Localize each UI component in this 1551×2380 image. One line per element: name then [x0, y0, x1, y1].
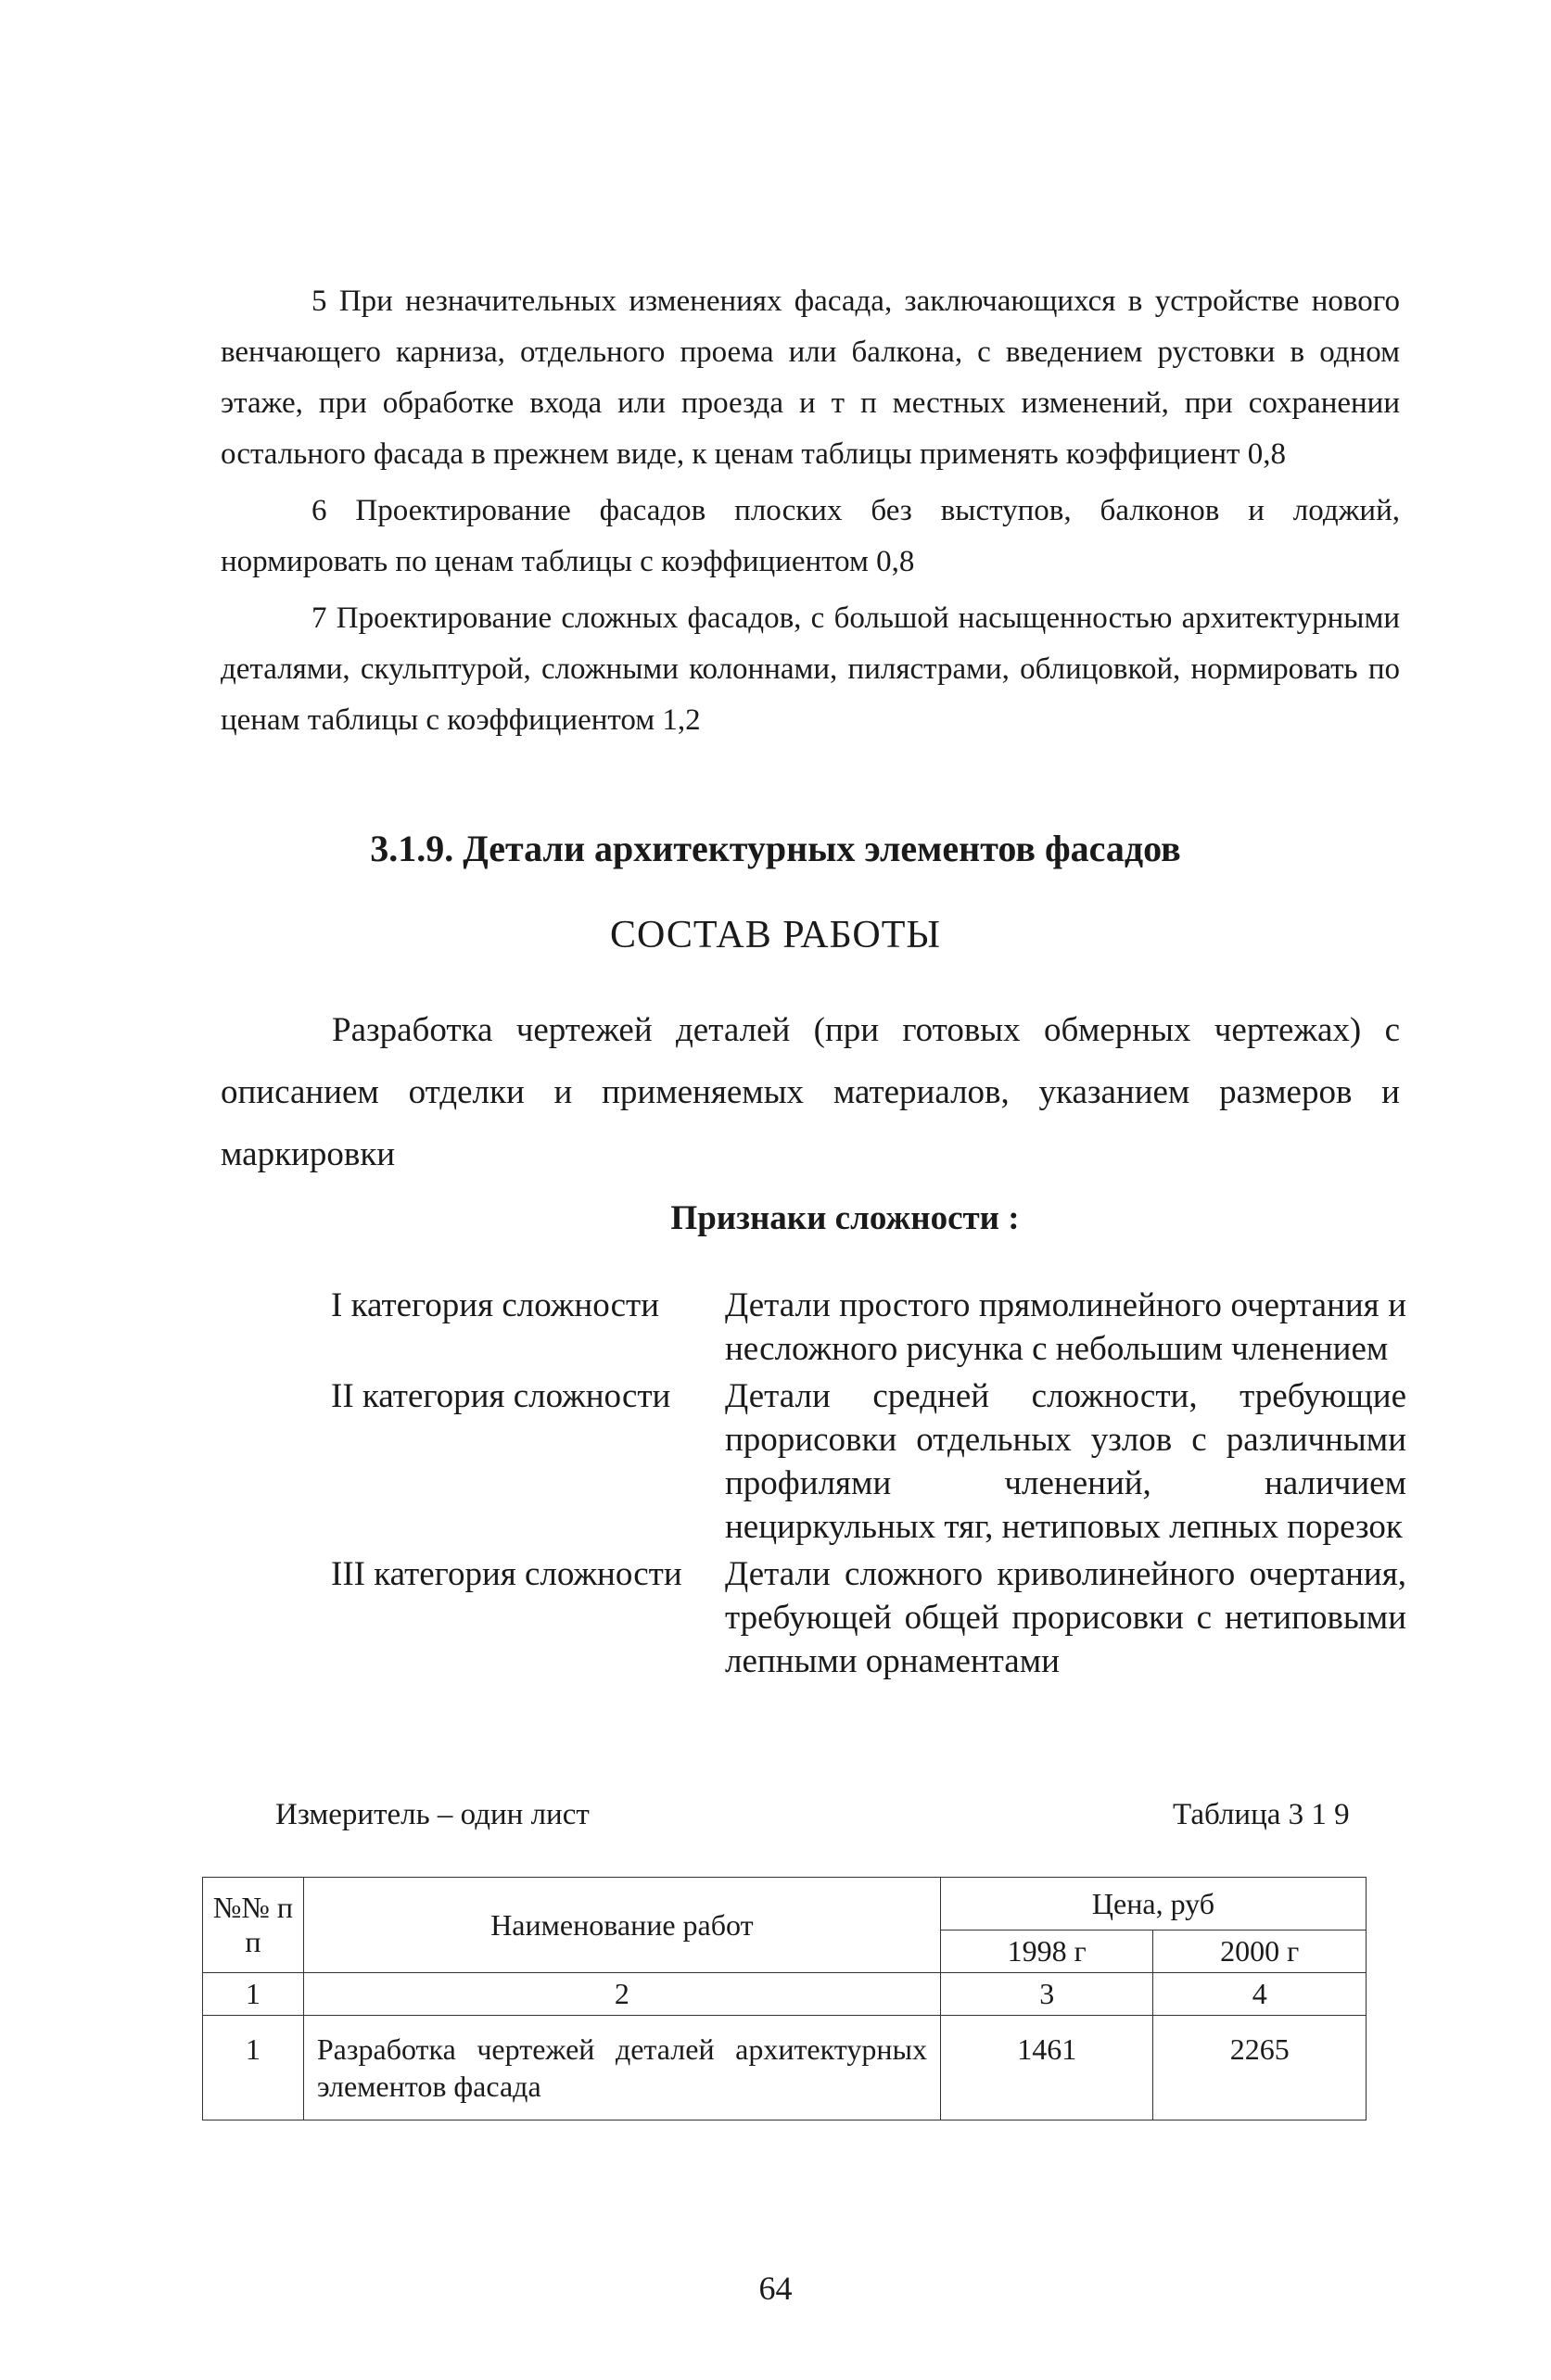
row-name: Разработка чертежей деталей архитектурных элементов фасада	[303, 2016, 940, 2120]
header-year-2000: 2000 г	[1153, 1931, 1367, 1973]
category-description: Детали средней сложности, требующие прорисовки отдельных узлов с различными профилями членений, наличием нециркульных тяг, нетиповых лепных порезок	[725, 1377, 1406, 1546]
note-6: 6 Проектирование фасадов плоских без выступов, балконов и лоджий, нормировать по ценам таблицы с коэффициентом 0,8	[221, 494, 1400, 578]
colnum-3: 3	[940, 1973, 1153, 2016]
colnum-1: 1	[203, 1973, 304, 2016]
section-title: 3.1.9. Детали архитектурных элементов фасадов	[370, 828, 1181, 869]
category-label: I категория сложности	[331, 1286, 660, 1324]
row-num: 1	[203, 2016, 304, 2120]
category-row	[331, 1552, 1406, 1683]
table-label: Таблица 3 1 9	[1173, 1798, 1350, 1831]
price-table	[202, 1877, 1367, 2120]
complexity-categories	[331, 1284, 1406, 1687]
category-label: II категория сложности	[331, 1377, 671, 1415]
category-row	[331, 1284, 1406, 1371]
row-price-2000: 2265	[1153, 2016, 1367, 2120]
colnum-2: 2	[303, 1973, 940, 2016]
criteria-title: Признаки сложности :	[670, 1199, 1020, 1237]
composition-title: СОСТАВ РАБОТЫ	[609, 914, 942, 956]
header-year-1998: 1998 г	[940, 1931, 1153, 1973]
category-label: III категория сложности	[331, 1555, 682, 1593]
note-7: 7 Проектирование сложных фасадов, с большой насыщенностью архитектурными деталями, скульптурой, сложными колоннами, пилястрами, облицовкой, нормировать по ценам таблицы с коэффициентом 1,2	[221, 601, 1400, 737]
work-description: Разработка чертежей деталей (при готовых обмерных чертежах) с описанием отделки и применяемых материалов, указанием размеров и маркировки	[221, 1011, 1400, 1173]
notes-block	[221, 276, 1400, 752]
row-price-1998: 1461	[940, 2016, 1153, 2120]
note-5: 5 При незначительных изменениях фасада, заключающихся в устройстве нового венчающего карниза, отдельного проема или балкона, с введением рустовки в одном этаже, при обработке входа или проезда и т п местных изменений, при сохранении остального фасада в прежнем виде, к ценам таблицы применять коэффициент 0,8	[221, 285, 1400, 471]
colnum-4: 4	[1153, 1973, 1367, 2016]
table-header-row	[203, 1878, 1367, 1931]
category-description: Детали простого прямолинейного очертания и несложного рисунка с небольшим членением	[725, 1286, 1406, 1368]
table-row	[203, 2016, 1367, 2120]
category-description: Детали сложного криволинейного очертания, требующей общей прорисовки с нетиповыми лепными орнаментами	[725, 1555, 1406, 1680]
category-row	[331, 1374, 1406, 1549]
column-numbers-row	[203, 1973, 1367, 2016]
page-number: 64	[758, 2270, 793, 2307]
header-name: Наименование работ	[303, 1878, 940, 1973]
header-price: Цена, руб	[940, 1878, 1366, 1931]
header-num: №№ п п	[203, 1878, 304, 1973]
meter-label: Измеритель – один лист	[275, 1798, 590, 1831]
